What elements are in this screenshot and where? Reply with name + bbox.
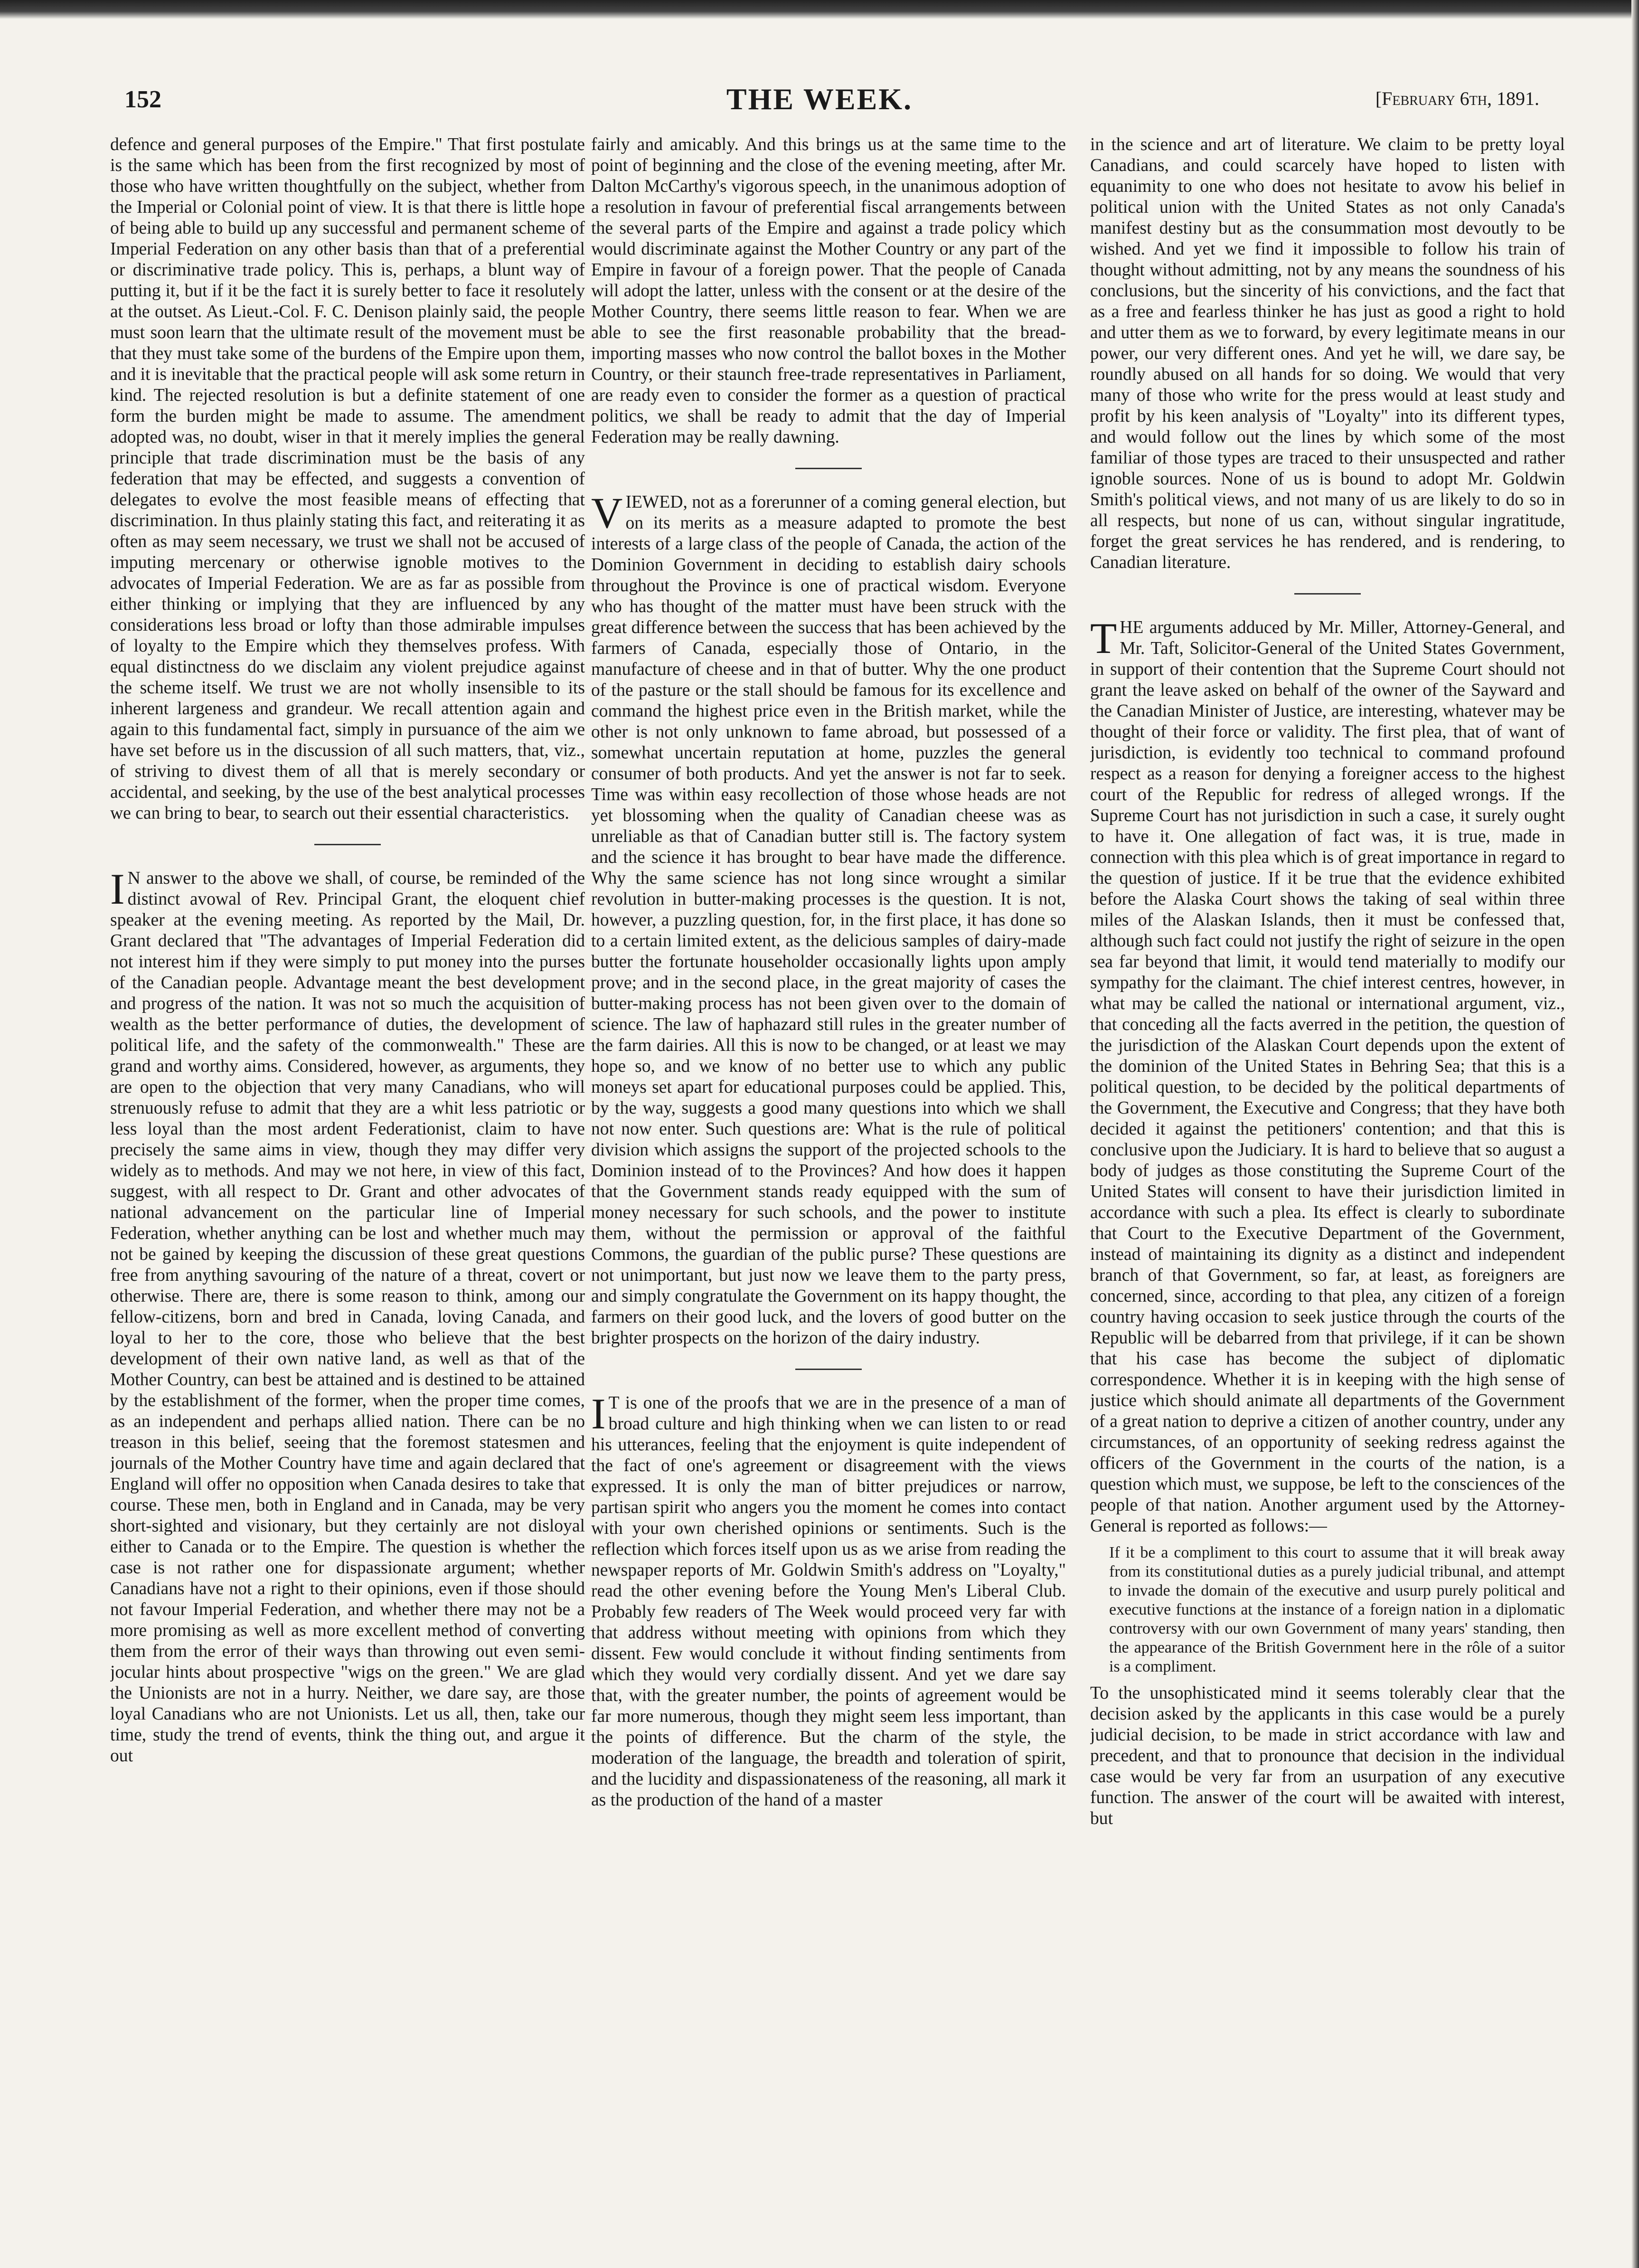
page-header <box>0 82 1639 123</box>
drop-cap: V <box>591 489 623 537</box>
paragraph-text: N answer to the above we shall, of course, be reminded of the distinct avowal of Rev. Principal Grant, the eloquent chief speaker at the evening meeting. As reported by the Mail, Dr. Grant declared that "The advantages of Imperial Federation did not interest him if they were simply to put money into the purses of the Canadian people. Advantage meant the best development and progress of the nation. It was not so much the acquisition of wealth as the better performance of duties, the development of political life, and the safety of the commonwealth." These are grand and worthy aims. Considered, however, as arguments, they are open to the objection that very many Canadians, who will strenuously refuse to admit that they are a whit less patriotic or less loyal than the most ardent Federationist, claim to have precisely the same aims in view, though they may differ very widely as to methods. And may we not here, in view of this fact, suggest, with all respect to Dr. Grant and other advocates of national advancement on the particular line of Imperial Federation, whether anything can be lost and whether much may not be gained by keeping the discussion of these great questions free from anything savouring of the nature of a threat, covert or otherwise. There are, there is some reason to think, among our fellow-citizens, born and bred in Canada, loving Canada, and loyal to her to the core, those who believe that the best development of their own native land, as well as that of the Mother Country, can best be attained and is destined to be attained by the establishment of the former, when the proper time comes, as an independent and perhaps allied nation. There can be no treason in this belief, seeing that the foremost statesmen and journals of the Mother Country have time and again declared that England will offer no opposition when Canada desires to take that course. These men, both in England and in Canada, may be very short-sighted and visionary, but they certainly are not disloyal either to Canada or to the Empire. The question is whether the case is not rather one for dispassionate argument; whether Canadians have not a right to their opinions, even if those should not favour Imperial Federation, and whether there may not be a more promising as well as more excellent method of converting them from the error of their ways than throwing out even semi-jocular hints about prospective "wigs on the green." We are glad the Unionists are not in a hurry. Neither, we dare say, are those loyal Canadians who are not Unionists. Let us all, then, take our time, study the trend of events, think the thing out, and argue it out <box>110 869 585 1766</box>
drop-cap: I <box>591 1389 606 1438</box>
section-divider <box>795 468 862 469</box>
article-paragraph <box>591 1389 1066 1811</box>
column-3 <box>1090 134 1565 2243</box>
article-paragraph: defence and general purposes of the Empire." That first postulate is the same which has been from the first recognized by most of those who have written thoughtfully on the subject, whether from the Imperial or Colonial point of view. It is that there is little hope of being able to build up any successful and permanent scheme of Imperial Federation on any other basis than that of a preferential or discriminative trade policy. This is, perhaps, a blunt way of putting it, but if it be the fact it is surely better to face it resolutely at the outset. As Lieut.-Col. F. C. Denison plainly said, the people must soon learn that the ultimate result of the movement must be that they must take some of the burdens of the Empire upon them, and it is inevitable that the practical people will ask some return in kind. The rejected resolution is but a definite statement of one form the burden might be made to assume. The amendment adopted was, no doubt, wiser in that it merely implies the general principle that trade discrimination must be the basis of any federation that may be effected, and suggests a convention of delegates to evolve the most feasible means of effecting that discrimination. In thus plainly stating this fact, and reiterating it as often as may seem necessary, we trust we shall not be accused of imputing mercenary or otherwise ignoble motives to the advocates of Imperial Federation. We are as far as possible from either thinking or implying that they are influenced by any considerations less broad or lofty than those admirable impulses of loyalty to the Empire which they themselves profess. With equal distinctness do we disclaim any violent prejudice against the scheme itself. We trust we are not wholly insensible to its inherent largeness and grandeur. We recall attention again and again to this fundamental fact, simply in pursuance of the aim we have set before us in the discussion of all such matters, that, viz., of striving to divest them of all that is merely secondary or accidental, and seeking, by the use of the best analytical processes we can bring to bear, to search out their essential characteristics. <box>110 135 585 823</box>
paragraph-text: T is one of the proofs that we are in the presence of a man of broad culture and high thinking when we can listen to or read his utterances, feeling that the enjoyment is quite independent of the fact of one's agreement or disagreement with the views expressed. It is only the man of bitter prejudices or narrow, partisan spirit who angers you the moment he comes into contact with your own cherished opinions or sentiments. Such is the reflection which forces itself upon us as we arise from reading the newspaper reports of Mr. Goldwin Smith's address on "Loyalty," read the other evening before the Young Men's Liberal Club. Probably few readers of The Week would proceed very far with that address without meeting with opinions from which they dissent. Few would conclude it without finding sentiments from which they would very cordially dissent. And yet we dare say that, with the greater number, the points of agreement would be far more numerous, though they might seem less important, than the points of difference. But the charm of the style, the moderation of the language, the breadth and toleration of spirit, and the lucidity and dispassionateness of the reasoning, all mark it as the production of the hand of a master <box>591 1393 1066 1810</box>
article-paragraph: To the unsophisticated mind it seems tolerably clear that the decision asked by the applicants in this case would be a purely judicial decision, to be made in strict accordance with law and precedent, and that to pronounce that decision in the individual case would be very far from an usurpation of any executive function. The answer of the court will be awaited with interest, but <box>1090 1683 1565 1828</box>
article-paragraph: fairly and amicably. And this brings us at the same time to the point of beginning and the close of the evening meeting, after Mr. Dalton McCarthy's vigorous speech, in the unanimous adoption of a resolution in favour of preferential fiscal arrangements between the several parts of the Empire and against a trade policy which would discriminate against the Mother Country or any part of the Empire in favour of a foreign power. That the people of Canada will adopt the latter, unless with the consent or at the desire of the Mother Country, there seems little reason to fear. When we are able to see the first reasonable probability that the bread-importing masses who now control the ballot boxes in the Mother Country, or their staunch free-trade representatives in Parliament, are ready even to consider the former as a question of practical politics, we shall be ready to admit that the day of Imperial Federation may be really dawning. <box>591 135 1066 447</box>
masthead: THE WEEK. <box>726 82 913 116</box>
section-divider <box>1294 593 1361 595</box>
article-paragraph <box>110 865 585 1767</box>
column-2 <box>591 134 1066 2243</box>
drop-cap: I <box>110 865 125 913</box>
section-divider <box>314 844 381 845</box>
block-quote: If it be a compliment to this court to assume that it will break away from its constitutional duties as a purely judicial tribunal, and attempt to invade the domain of the executive and usurp purely political and executive functions at the instance of a foreign nation in a diplomatic controversy with our own Government of many years' standing, then the appearance of the British Government here in the rôle of a suitor is a compliment. <box>1109 1544 1565 1675</box>
paragraph-text: IEWED, not as a forerunner of a coming general election, but on its merits as a measure adapted to promote the best interests of a large class of the people of Canada, the action of the Dominion Government in deciding to establish dairy schools throughout the Province is one of practical wisdom. Everyone who has thought of the matter must have been struck with the great difference between the success that has been achieved by the farmers of Canada, especially those of Ontario, in the manufacture of cheese and in that of butter. Why the one product of the pasture or the stall should be famous for its excellence and command the highest price even in the British market, while the other is not only unknown to fame abroad, but possessed of a somewhat uncertain reputation at home, puzzles the general consumer of both products. And yet the answer is not far to seek. Time was within easy recollection of those whose heads are not yet blossoming when the quality of Canadian cheese was as unreliable as that of Canadian butter still is. The factory system and the science it has brought to bear have made the difference. Why the same science has not long since wrought a similar revolution in butter-making processes is the question. It is not, however, a puzzling question, for, in the first place, it has done so to a certain limited extent, as the delicious samples of dairy-made butter the fortunate householder occasionally lights upon amply prove; and in the second place, in the great majority of cases the butter-making process has not been given over to the domain of science. The law of haphazard still rules in the greater number of the farm dairies. All this is now to be changed, or at least we may hope so, and we know of no better use to which any public moneys set apart for educational purposes could be applied. This, by the way, suggests a good many questions into which we shall not now enter. Such questions are: What is the rule of political division which assigns the support of the projected schools to the Dominion instead of to the Provinces? And how does it happen that the Government stands ready equipped with the sum of money necessary for such schools, and the power to institute them, without the permission or approval of the faithful Commons, the guardian of the public purse? These questions are not unimportant, but just now we leave them to the party press, and simply congratulate the Government on its happy thought, the farmers on their good luck, and the lovers of good butter on the brighter prospects on the horizon of the dairy industry. <box>591 492 1066 1348</box>
article-paragraph <box>1090 614 1565 1537</box>
issue-date: [February 6th, 1891. <box>1375 88 1539 109</box>
article-paragraph <box>591 489 1066 1349</box>
page-top-edge <box>0 0 1639 19</box>
drop-cap: T <box>1090 614 1117 662</box>
page-number: 152 <box>124 86 161 113</box>
section-divider <box>795 1369 862 1370</box>
paragraph-text: HE arguments adduced by Mr. Miller, Attorney-General, and Mr. Taft, Solicitor-General of the United States Government, in support of their contention that the Supreme Court should not grant the leave asked on behalf of the owner of the Sayward and the Canadian Minister of Justice, are interesting, whatever may be thought of their force or validity. The first plea, that of want of jurisdiction, is evidently too technical to command profound respect as a reason for denying a foreigner access to the highest court of the Republic for redress of alleged wrongs. If the Supreme Court has not jurisdiction in such a case, it surely ought to have it. One allegation of fact was, it is true, made in connection with this plea which is of great importance in regard to the question of justice. If it be true that the evidence exhibited before the Alaska Court shows the taking of seal within three miles of the Alaskan Islands, then it must be confessed that, although such fact could not justify the right of seizure in the open sea far beyond that limit, it would tend materially to modify our sympathy for the claimant. The chief interest centres, however, in what may be called the national or international argument, viz., that conceding all the facts averred in the petition, the question of the jurisdiction of the Alaskan Court depends upon the extent of the dominion of the United States in Behring Sea; that this is a political question, to be decided by the political departments of the Government, the Executive and Congress; that they have both decided it against the petitioners' contention; and that this is conclusive upon the Judiciary. It is hard to believe that so august a body of judges as those constituting the Supreme Court of the United States will consent to have their jurisdiction limited in accordance with such a plea. Its effect is clearly to subordinate that Court to the Executive Department of the Government, instead of maintaining its dignity as a distinct and independent branch of that Government, so far, at least, as foreigners are concerned, since, according to that plea, any citizen of a foreign country having occasion to seek justice through the courts of the Republic will be debarred from that privilege, if it can be shown that his case has become the subject of diplomatic correspondence. Whether it is in keeping with the high sense of justice which should animate all departments of the Government of a great nation to deprive a citizen of another country, under any circumstances, of an opportunity of seeking redress against the officers of the Government in the courts of the nation, is a question which must, we suppose, be left to the consciences of the people of that nation. Another argument used by the Attorney-General is reported as follows:— <box>1090 618 1565 1536</box>
page-right-edge <box>1631 0 1639 2268</box>
column-1 <box>110 134 585 2243</box>
article-paragraph: in the science and art of literature. We claim to be pretty loyal Canadians, and could scarcely have hoped to listen with equanimity to one who does not hesitate to avow his belief in political union with the United States as not only Canada's manifest destiny but as the consummation most devoutly to be wished. And yet we find it impossible to follow his train of thought without admitting, not by any means the soundness of his conclusions, but the sincerity of his convictions, and the fact that as a free and fearless thinker he has just as good a right to hold and utter them as we to forward, by every legitimate means in our power, our very different ones. And yet he will, we dare say, be roundly abused on all hands for so doing. We would that very many of those who write for the press would at least study and profit by his keen analysis of "Loyalty" into its different types, and would follow out the lines by which some of the most familiar of those types are traced to their unsuspected and rather ignoble sources. None of us is bound to adopt Mr. Goldwin Smith's political views, and not many of us are likely to do so in all respects, but none of us can, without singular ingratitude, forget the great services he has rendered, and is rendering, to Canadian literature. <box>1090 135 1565 572</box>
